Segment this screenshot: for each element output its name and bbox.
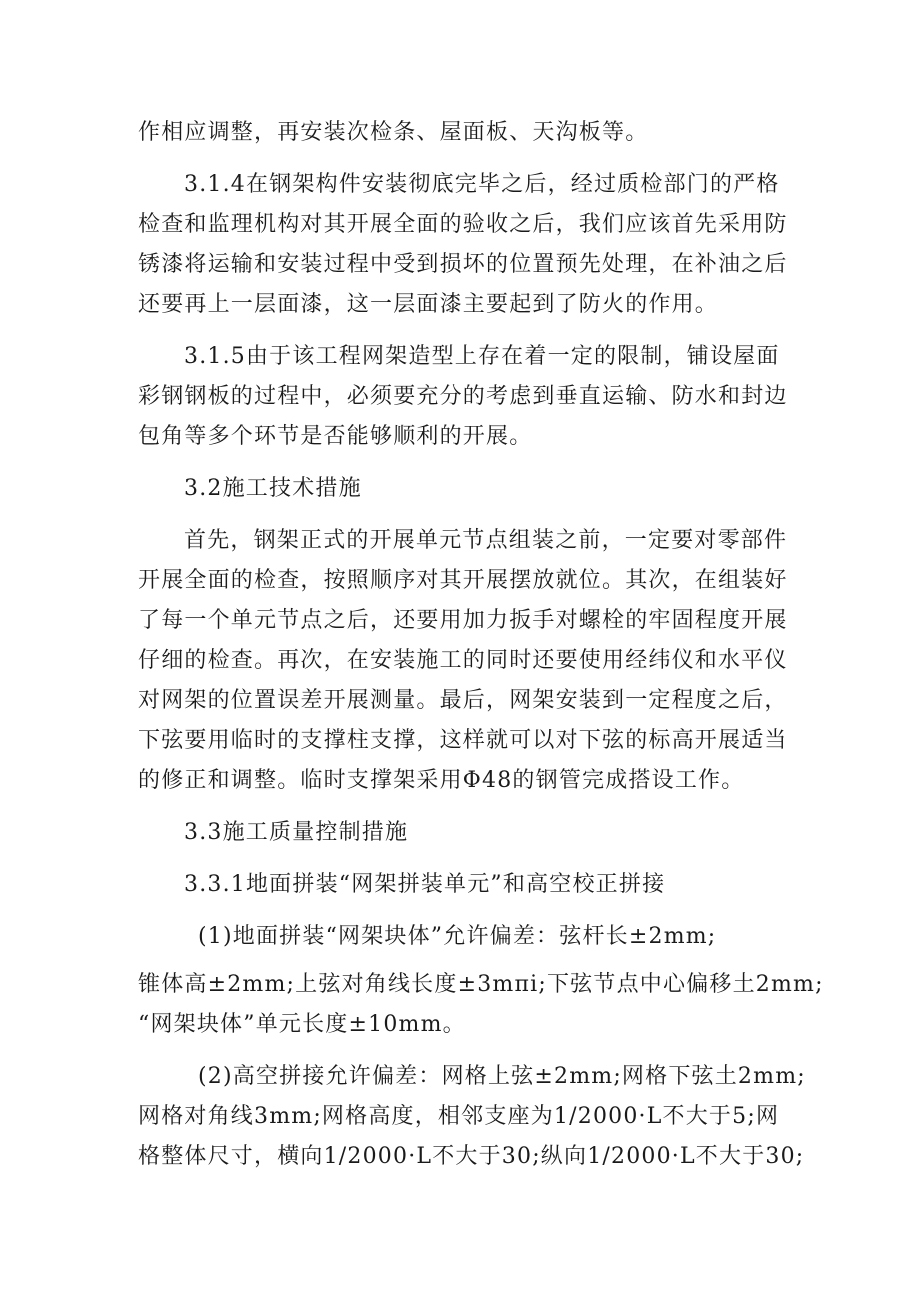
text-line: 了每一个单元节点之后，还要用加力扳手对螺栓的牢固程度开展 xyxy=(138,608,788,633)
text-line: 锈漆将运输和安装过程中受到损坏的位置预先处理，在补油之后 xyxy=(138,252,788,277)
text-line: 仔细的检查。再次，在安装施工的同时还要使用经纬仪和水平仪 xyxy=(138,648,788,673)
text-line: 首先，钢架正式的开展单元节点组装之前，一定要对零部件 xyxy=(184,528,788,553)
text-line: 对网架的位置误差开展测量。最后，网架安装到一定程度之后， xyxy=(138,688,788,713)
section-heading: 3.2施工技术措施 xyxy=(184,476,362,501)
text-line: 的修正和调整。临时支撑架采用Φ48的钢管完成搭设工作。 xyxy=(138,768,745,793)
text-line: 包角等多个环节是否能够顺利的开展。 xyxy=(138,424,533,449)
text-line: 开展全面的检查，按照顺序对其开展摆放就位。其次，在组装好 xyxy=(138,568,788,593)
text-line: 下弦要用临时的支撑柱支撑，这样就可以对下弦的标高开展适当 xyxy=(138,728,788,753)
text-line: 还要再上一层面漆，这一层面漆主要起到了防火的作用。 xyxy=(138,292,719,317)
text-line: 3.1.5由于该工程网架造型上存在着一定的限制，铺设屋面 xyxy=(184,344,780,369)
text-line: 网格对角线3mm;网格高度，相邻支座为1/2000·L不大于5;网 xyxy=(138,1104,780,1129)
text-line: (2)高空拼接允许偏差：网格上弦±2mm;网格下弦土2mm; xyxy=(198,1064,806,1089)
text-line: 3.1.4在钢架构件安装彻底完毕之后，经过质检部门的严格 xyxy=(184,172,780,197)
subsection-heading: 3.3.1地面拼装“网架拼装单元”和高空校正拼接 xyxy=(184,872,666,897)
text-line: “网架块体”单元长度±10mm。 xyxy=(138,1012,466,1037)
text-line: 彩钢钢板的过程中，必须要充分的考虑到垂直运输、防水和封边 xyxy=(138,384,788,409)
text-line: 作相应调整，再安装次检条、屋面板、天沟板等。 xyxy=(138,120,649,145)
text-line: 检查和监理机构对其开展全面的验收之后，我们应该首先采用防 xyxy=(138,212,788,237)
section-heading: 3.3施工质量控制措施 xyxy=(184,820,409,845)
text-line: 格整体尺寸，横向1/2000·L不大于30;纵向1/2000·L不大于30; xyxy=(138,1144,805,1169)
text-line: (1)地面拼装“网架块体”允许偏差：弦杆长±2mm; xyxy=(198,924,717,949)
text-line: 锥体高±2mm;上弦对角线长度±3mπi;下弦节点中心偏移土2mm; xyxy=(138,972,824,997)
